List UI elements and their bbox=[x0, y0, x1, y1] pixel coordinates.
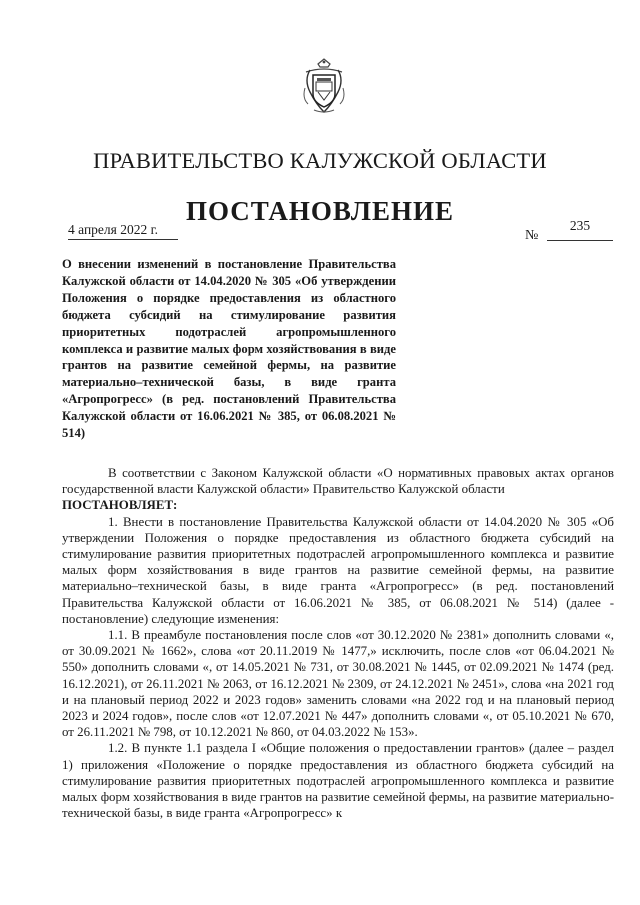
paragraph-1: 1. Внести в постановление Правительства Калужской области от 14.04.2020 № 305 «Об утверждении Положения о порядке предоставления из областного бюджета субсидий на стимулирование развития приоритетных подотраслей агропромышленного комплекса и развитие малых форм хозяйствования в виде грантов на развитие семейной фермы, на развитие материально–технической базы, в виде гранта «Агропрогресс» (в ред. постановлений Правительства Калужской области от 16.06.2021 № 385, от 06.08.2021 № 514) (далее - постановление) следующие изменения: bbox=[62, 514, 614, 626]
intro-text: В соответствии с Законом Калужской области «О нормативных правовых актах органов государственной власти Калужской области» Правительство Калужской области bbox=[62, 466, 614, 497]
document-number: 235 bbox=[547, 218, 613, 241]
paragraph-1-1: 1.1. В преамбуле постановления после слов «от 30.12.2020 № 2381» дополнить словами «, от 30.09.2021 № 1662», слова «от 20.11.2019 № 1477,» исключить, после слов «от 06.04.2021 № 550» дополнить словами «, от 14.05.2021 № 731, от 30.08.2021 № 1445, от 02.09.2021 № 1474 (ред. 16.12.2021), от 26.11.2021 № 2063, от 16.12.2021 № 2309, от 24.12.2021 № 2451», слова «на 2021 год и на плановый период 2022 и 2023 годов» заменить словами «на 2022 год и на плановый период 2023 и 2024 годов», после слов «от 12.07.2021 № 447» дополнить словами «, от 05.10.2021 № 670, от 26.11.2021 № 798, от 10.12.2021 № 860, от 04.03.2022 № 153». bbox=[62, 628, 614, 740]
resolves-heading: ПОСТАНОВЛЯЕТ: bbox=[62, 498, 178, 513]
coat-of-arms-icon bbox=[302, 58, 346, 114]
organization-name: ПРАВИТЕЛЬСТВО КАЛУЖСКОЙ ОБЛАСТИ bbox=[93, 148, 547, 173]
number-sign: № bbox=[525, 228, 539, 243]
document-subject: О внесении изменений в постановление Правительства Калужской области от 14.04.2020 № 305 «Об утверждении Положения о порядке предоставления из областного бюджета субсидий на стимулирование развития приоритетных подотраслей агропромышленного комплекса и развитие малых форм хозяйствования в виде грантов на развитие семейной фермы, на развитие материально–технической базы, в виде гранта «Агропрогресс» (в ред. постановлений Правительства Калужской области от 16.06.2021 № 385, от 06.08.2021 № 514) bbox=[62, 257, 396, 441]
document-number-field bbox=[525, 218, 615, 243]
paragraph-1-2: 1.2. В пункте 1.1 раздела I «Общие положения о предоставлении грантов» (далее – раздел 1) приложения «Положение о порядке предоставления из областного бюджета субсидий на стимулирование развития приоритетных подотраслей агропромышленного комплекса и развитие малых форм хозяйствования в виде грантов на развитие семейной фермы, на развитие материально-технической базы, в виде гранта «Агропрогресс» к bbox=[62, 741, 614, 821]
document-date: 4 апреля 2022 г. bbox=[68, 222, 178, 240]
intro-paragraph bbox=[62, 465, 614, 497]
document-type-title: ПОСТАНОВЛЕНИЕ bbox=[185, 196, 455, 226]
resolves-paragraph bbox=[62, 497, 614, 513]
document-body bbox=[62, 465, 614, 821]
